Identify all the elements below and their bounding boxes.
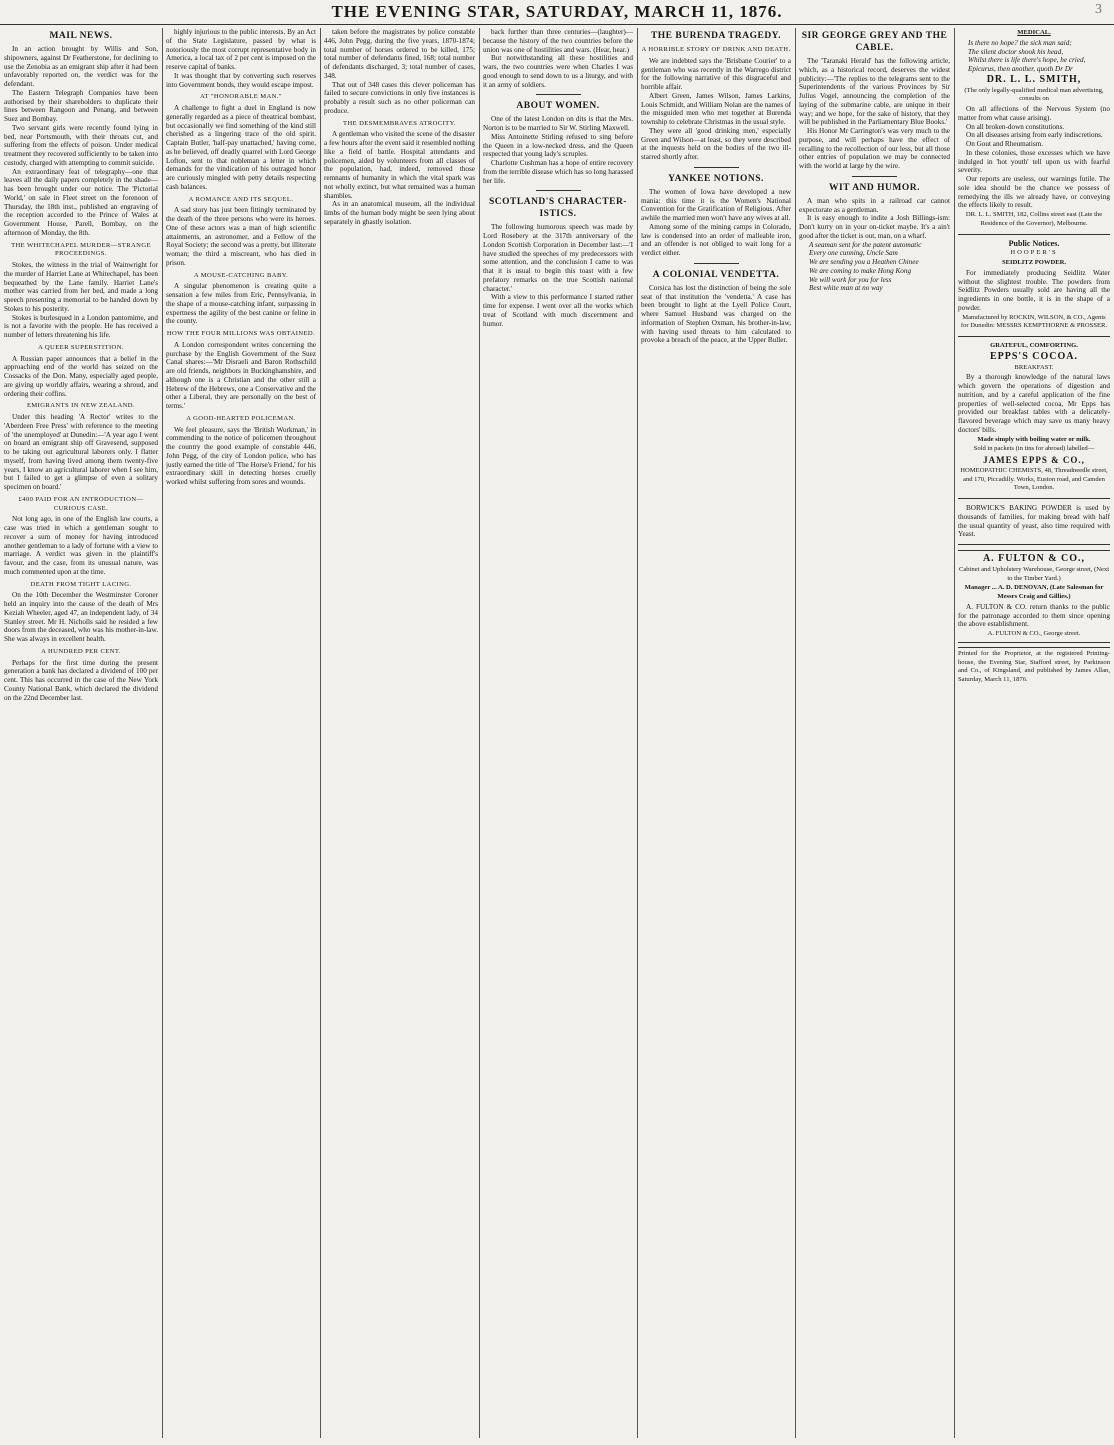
column-6 [799, 28, 950, 1436]
ad-title-dr-smith: DR. L. L. SMITH, [986, 73, 1082, 85]
article-subhead: EMIGRANTS IN NEW ZEALAND. [26, 402, 136, 410]
ad-subtitle: BREAKFAST. [1014, 363, 1054, 371]
verse-line: Whilst there is life there's hope, he cried, [968, 56, 1086, 65]
article-paragraph: In an action brought by Willis and Son, shipowners, against Dr Featherstone, for declining to use the Zenobia as an emigrant ship after it had been unfavorably reported on, the verdict was for the defendant. [4, 45, 158, 88]
article-subhead: AT "HONORABLE MAN." [200, 93, 282, 101]
verse-line: The silent doctor shook his head, [968, 47, 1064, 56]
article-paragraph: back further than three centuries—(laughter)—because the history of the two countries before the union was one of hostilities and wars. (Hear, hear.) [483, 28, 633, 54]
article-paragraph: An extraordinary feat of telegraphy—one that leaves all the daily papers completely in the shade—has been brought under our notice. The 'Pictorial World,' on sale in Fleet street on the forenoon of Thursday, the 18th inst., published an engraving of the reception accorded to the Prince of Wales at Government House, Parell, Bombay, on the afternoon of Monday, the 8th. [4, 167, 158, 237]
article-paragraph: A challenge to fight a duel in England is now generally regarded as a piece of theatrical bombast, but occasionally we find something of the kind still cherished as a lingering trace of the old spirit. Captain Butler, 'half-pay unattached,' having come, as he believed, off deadly quarrel with Lord George Lofton, sent to that nobleman a letter in which demands for the vindication of his outraged honor are curiously mingled with petty details respecting cash balances. [166, 104, 316, 191]
article-subhead: HOW THE FOUR MILLIONS WAS OBTAINED. [166, 330, 316, 337]
divider [536, 94, 581, 95]
article-paragraph: But notwithstanding all these hostilities and wars, the two countries were when Charles I was good enough to send down to us a liturgy, and with it an army of soldiers. [483, 54, 633, 89]
article-subhead: £400 PAID FOR AN INTRODUCTION—CURIOUS CASE. [18, 495, 144, 512]
article-paragraph: It is easy enough to indite a Josh Billings-ism: Don't kurry on in your on-ticket maybe. It's a ain't good after the ticket is out, man, on a wharf. [799, 214, 950, 240]
article-subhead: A HORRIBLE STORY OF DRINK AND DEATH. [641, 46, 791, 53]
column-4 [483, 28, 633, 1436]
ad-paragraph: Our reports are useless, our warnings futile. The sole idea should be the chance we possess of remedying the ills we already have, or conveying the effects likely to result. [958, 175, 1110, 210]
section-title-wit-and-humor: WIT AND HUMOR. [828, 182, 920, 193]
ad-instructions: Made simply with boiling water or milk. [977, 435, 1091, 443]
section-title-burenda-tragedy: THE BURENDA TRAGEDY. [650, 31, 782, 41]
ad-heading-public-notices: Public Notices. [1008, 238, 1060, 248]
article-paragraph: Stokes, the witness in the trial of Wainwright for the murder of Harriet Lane at Whitechapel, has been bequeathed by the Lane family. Harriet Lane's mother was carried from her bed, and made a long speech presenting a memorial to be handed down by Stokes to his posterity. [4, 261, 158, 313]
article-paragraph: Miss Antoinette Stirling refused to sing before the Queen in a low-necked dress, and the Queen respected that young lady's scruples. [483, 132, 633, 159]
ad-paragraph: A. FULTON & CO. return thanks to the public for the patronage accorded to them since opening the above establishment. [958, 602, 1110, 629]
article-subhead: A ROMANCE AND ITS SEQUEL. [188, 195, 294, 203]
column-rule [954, 28, 955, 1438]
divider [694, 263, 739, 264]
ad-address: HOMEOPATHIC CHEMISTS, 48, Threadneedle street, and 170, Piccadilly. Works, Euston road, and Camden Town, London. [960, 466, 1108, 492]
article-paragraph: Corsica has lost the distinction of being the sole seat of that institution the 'vendetta.' A case has been brought to light at the Lyell Police Court, where Samuel Husband was charged on the information of Stephen Oxman, his brother-in-law, with having used threats to him calculated to provoke a breach of the peace, at the Upper Buller. [641, 283, 791, 345]
article-paragraph: Stokes is burlesqued in a London pantomime, and is not a favorite with the people. He has received a number of letters threatening his life. [4, 313, 158, 339]
column-5 [641, 28, 791, 1436]
column-rule [320, 28, 321, 1438]
verse-line: Best white man at no way [809, 284, 883, 293]
ad-signature: A. FULTON & CO., George street. [987, 630, 1081, 637]
article-paragraph: Not long ago, in one of the English law courts, a case was tried in which a gentleman sought to recover a sum of money for having introduced another gentleman to a lady of fortune with a view to marriage. A verdict was given in the plaintiff's favour, and the case, from its unusual nature, was much commented upon at the time. [4, 515, 158, 576]
ad-title-epps-cocoa: EPPS'S COCOA. [989, 350, 1078, 362]
article-paragraph: We are indebted says the 'Brisbane Courier' to a gentleman who was recently in the Warrego district for the following narrative of this disgraceful and horrible affair. [641, 56, 791, 91]
article-paragraph: Albert Green, James Wilson, James Larkins, Louis Schmidt, and William Nolan are the names of the misguided men who met together at Burenda township to celebrate Christmas in the usual style. [641, 91, 791, 126]
article-paragraph: taken before the magistrates by police constable 446, John Pegg, during the five years, 1870-1874; total number of horses ordered to be killed, 175; total number of defendants fined, 168; total number of defendants discharged, 3; total number of cases, 348. [324, 28, 475, 80]
column-1 [4, 28, 158, 1436]
article-paragraph: A London correspondent writes concerning the purchase by the English Government of the Suez Canal shares:—'Mr Disraeli and Baron Rothschild are old friends, neighbors in Buckinghamshire, and although one is a Christian and the other still a Hebrew of the Hebrews, one a Conservative and the other a Liberal, they are personally on the best of terms.' [166, 340, 316, 410]
article-paragraph: Perhaps for the first time during the present generation a bank has declared a dividend of 100 per cent. This has occurred in the case of the New York County National Bank, which declared the dividend on the 22nd December last. [4, 658, 158, 702]
article-paragraph: That out of 348 cases this clever policeman has failed to secure convictions in only five instances is probably a result such as no other policeman can produce. [324, 80, 475, 115]
ad-title-fulton: A. FULTON & CO., [982, 553, 1086, 564]
verse-block [799, 241, 950, 294]
article-paragraph: A sad story has just been fittingly terminated by the death of the three persons who were its heroes. One of these actors was a man of high scientific attainments, an astronomer, and a Fellow of the Royal Society; the second was a pretty, but illiterate woman; the third a miscreant, who has died in prison. [166, 206, 316, 267]
column-rule [795, 28, 796, 1438]
article-paragraph: On the 10th December the Westminster Coroner held an inquiry into the cause of the death of Mrs Keziah Wheeler, aged 47, an independent lady, of 34 Stanley street. Mr H. Nicholls said he resided a few doors from the deceased, who was his mother-in-law. She was always in excellent health. [4, 591, 158, 643]
verse-line: Epicurus, then another, quoth Dr Dr [968, 65, 1073, 73]
article-subhead: A QUEER SUPERSTITION. [38, 343, 124, 351]
ad-subtitle: Cabinet and Upholstery Warehouse, George street, (Next to the Timber Yard.) [958, 565, 1110, 582]
verse-line: We are sending you a Heathen Chinee [809, 258, 919, 266]
ad-instructions: Sold in packets (in tins for abroad) labelled— [973, 445, 1095, 453]
article-subhead: A HUNDRED PER CENT. [41, 647, 121, 655]
verse-line: Every one cunning, Uncle Sam [809, 249, 898, 258]
article-paragraph: A Russian paper announces that a belief in the approaching end of the world has seized on the Cossacks of the Don. Many, especially aged people, are giving up worldly affairs, wearing a shroud, and ordering their coffins. [4, 354, 158, 398]
article-subhead: THE WHITECHAPEL MURDER—STRANGE PROCEEDINGS. [11, 241, 151, 258]
article-subhead: A GOOD-HEARTED POLICEMAN. [186, 414, 296, 422]
ad-subtitle: SEIDLITZ POWDER. [1001, 259, 1067, 266]
ad-address: DR. L. L. SMITH, 182, Collins street east (Late the Residence of the Governor), Melbourne. [965, 211, 1103, 227]
ad-paragraph-borwick: BORWICK'S BAKING POWDER is used by thousands of families, for making bread with half the usual quantity of yeast, also time required with Yeast. [958, 504, 1110, 539]
article-paragraph: Among some of the mining camps in Colorado, law is condensed into an order of malleable iron, and an offender is not obliged to wait long for a verdict either. [641, 222, 791, 257]
ad-heading-grateful: GRATEFUL, COMFORTING. [990, 342, 1078, 349]
section-title-colonial-vendetta: A COLONIAL VENDETTA. [652, 269, 780, 280]
ad-maker: Manufactured by ROCKIN, WILSON, & CO., Agents for Dunedin: MESSRS KEMPTHORNE & PROSSER. [960, 313, 1108, 330]
ad-heading-medical: MEDICAL. [1017, 29, 1051, 36]
ad-paragraph: In these colonies, those excesses which we have indulged in 'hot youth' tell upon us with fearful severity. [958, 148, 1110, 175]
article-paragraph: The 'Taranaki Herald' has the following article, which, as a historical record, deserves the widest publicity:—'The replies to the telegrams sent to the Superintendents of the various Provinces by Sir Julius Vogel, announcing the completion of the laying of the submarine cable, are unique in their way; and we hope, for the sake of history, that they will be published in the Parliamentary Blue Books.' [799, 57, 950, 127]
verse-line: We are coming to make Hong Kong [809, 266, 912, 275]
newspaper-masthead-title: THE EVENING STAR, SATURDAY, MARCH 11, 1876. [331, 2, 783, 21]
masthead [0, 0, 1114, 25]
column-7-advertisements [958, 28, 1110, 1436]
article-paragraph: A singular phenomenon is creating quite a sensation a few miles from Eric, Pennsylvania, in the shape of a mouse-catching infant, surpassing in expertness the agility of the best canine or feline in the county. [166, 282, 316, 326]
article-paragraph: We feel pleasure, says the 'British Workman,' in commending to the notice of policemen throughout the country the good example of constable 446, John Pegg, of the city of London police, who has justly earned the title of 'The Horse's Friend,' for his extraordinary skill in detecting horses cruelly worked whilst suffering from sores and wounds. [166, 425, 316, 486]
column-rule [479, 28, 480, 1438]
ad-paragraph: By a thorough knowledge of the natural laws which govern the operations of digestion and nutrition, and by a careful application of the fine properties of well-selected cocoa, Mr Epps has provided our breakfast tables with a delicately-flavored beverage which may save us many heavy doctors' bills. [958, 373, 1110, 434]
ad-manager: Manager ... A. D. DENOVAN, (Late Salesman for Messrs Craig and Gillies.) [964, 584, 1104, 600]
ad-paragraph: On all affections of the Nervous System (no matter from what cause arising). [958, 105, 1110, 122]
article-paragraph: The women of Iowa have developed a new mania: this time it is the Women's National Convention for the Gratification of Religious. After awhile the married men won't have any wives at all. [641, 187, 791, 222]
article-paragraph: It was thought that by converting such reserves into Government bonds, they would escape impost. [166, 71, 316, 89]
column-2 [166, 28, 316, 1436]
article-paragraph: His Honor Mr Carrington's was very much to the purpose, and will perhaps have the effect of recalling to the recollection of our less, but all those other entries of population we may be connected with the world at large by the wire. [799, 127, 950, 170]
section-title-mail-news: MAIL NEWS. [49, 31, 113, 41]
article-paragraph: A man who spits in a railroad car cannot expectorate as a gentleman. [799, 196, 950, 214]
article-paragraph: Two servant girls were recently found lying in bed, near Portsmouth, with their throats cut, and suffering from the effects of poison. Under medical treatment they recovered sufficiently to be taken into custody, charged with attempting to commit suicide. [4, 123, 158, 167]
ad-subtitle: (The only legally-qualified medical man advertising, consults on [964, 86, 1104, 103]
article-paragraph: One of the latest London on dits is that the Mrs. Norton is to be married to Sir W. Stirling Maxwell. [483, 115, 633, 132]
column-rule [637, 28, 638, 1438]
article-paragraph: Charlotte Cushman has a hope of entire recovery from the terrible disease which has so long harassed her life. [483, 159, 633, 185]
article-paragraph: As in an anatomical museum, all the individual limbs of the human body might be seen lying about separately in ghastly isolation. [324, 200, 475, 226]
ad-paragraph: On all diseases arising from early indiscretions. [966, 131, 1103, 140]
divider [958, 336, 1110, 337]
section-title-scotlands-characteristics: SCOTLAND'S CHARACTER-ISTICS. [489, 197, 627, 220]
printer-imprint: Printed for the Proprietor, at the registered Printing-house, the Evening Star, Stafford street, by Parkinson and Co., of Kingsland, and published by James Allan, Saturday, March 11, 1876. [958, 647, 1110, 685]
divider [536, 190, 581, 191]
article-paragraph: With a view to this performance I started rather time for expense. I went over all the works which treat of Scotland with much discernment and humor. [483, 293, 633, 328]
article-subhead: THE DESMEMBRAVES ATROCITY. [343, 119, 456, 127]
divider [958, 544, 1110, 545]
ad-title-james-epps: JAMES EPPS & CO., [983, 455, 1085, 465]
article-subhead: DEATH FROM TIGHT LACING. [30, 580, 132, 588]
article-paragraph: The following humorous speech was made by Lord Rosebery at the 317th anniversary of the London Scottish Corporation in December last:—'I have studied the speeches of my predecessors with some attention, and the conclusion I came to was that it is usual to begin this toast with a few prefatory remarks on the true Scottish national character.' [483, 223, 633, 293]
column-rule [162, 28, 163, 1438]
article-paragraph: A gentleman who visited the scene of the disaster a few hours after the event said it resembled nothing like a field of battle. Hospital attendants and policemen, aided by volunteers from all classes of the population, had, indeed, removed those remnants of humanity in which the vital spark was not wholly extinct, but what remained was a human shambles. [324, 130, 475, 200]
ad-paragraph: For immediately producing Seidlitz Water without the slightest trouble. The powders from Seidlitz Powders usually sold are having all the ingredients in one bottle, it is in the shape of a powder. [958, 268, 1110, 312]
verse-block [958, 39, 1110, 74]
divider [958, 234, 1110, 235]
divider [694, 167, 739, 168]
page-number-mark: 3 [1095, 2, 1102, 17]
article-subhead: A MOUSE-CATCHING BABY. [193, 271, 289, 279]
column-3 [324, 28, 475, 1436]
ad-paragraph: On Gout and Rheumatism. [966, 140, 1044, 148]
divider [958, 498, 1110, 499]
article-paragraph: The Eastern Telegraph Companies have been authorised by their shareholders to duplicate their lines between Rangoon and Penang, and between Suez and Bombay. [4, 88, 158, 123]
verse-line: We will work for you for less [809, 275, 892, 284]
article-paragraph: highly injurious to the public interests. By an Act of the State Legislature, passed by what is notoriously the most corrupt representative body in America, a local tax of 2 per cent is imposed on the reserve capital of banks. [166, 28, 316, 71]
verse-line: Is there no hope? the sick man said; [968, 38, 1072, 47]
ad-box-fulton [958, 550, 1110, 643]
divider [852, 176, 897, 177]
article-paragraph: They were all 'good drinking men,' especially Green and Wilson—at least, so they were described at the inquests held on the bodies of the two ill-starred shortly after. [641, 126, 791, 161]
ad-paragraph: On all broken-down constitutions. [966, 122, 1065, 131]
article-paragraph: Under this heading 'A Rector' writes to the 'Aberdeen Free Press' with reference to the meeting of 'the unemployed' at Dunedin:—'A year ago I went on board an emigrant ship off Gravesend, supposed to be taking out agricultural laborers only. I flatter myself, from having lived among them twenty-five years, I know an agricultural laborer when I see him, but I failed to get a glimpse of even a solitary specimen on board.' [4, 413, 158, 491]
ad-title-hoopers: HOOPER'S [1010, 249, 1058, 257]
section-title-about-women: ABOUT WOMEN. [516, 101, 600, 112]
section-title-sir-george-grey: SIR GEORGE GREY AND THE CABLE. [801, 31, 948, 53]
verse-line: A seaman sent for the patent automatic [809, 240, 922, 249]
section-title-yankee-notions: YANKEE NOTIONS. [668, 173, 764, 184]
